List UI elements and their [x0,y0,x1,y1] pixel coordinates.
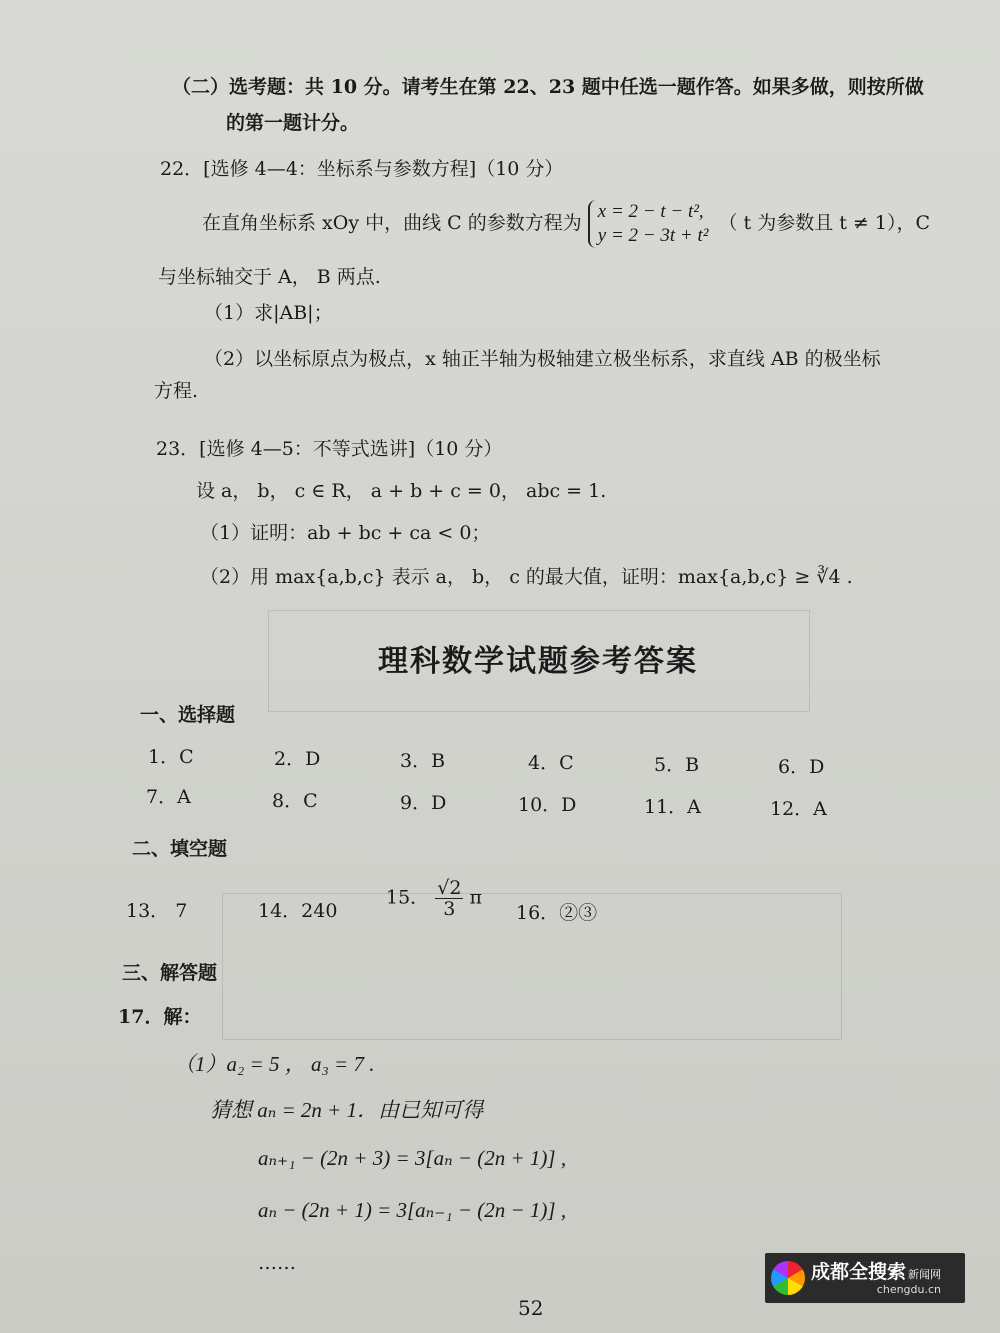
page-number: 52 [518,1296,544,1320]
answer-11: 11．A [644,796,701,818]
watermark-url: chengdu.cn [876,1282,942,1296]
answer-2: 2．D [274,748,321,770]
q17-line3: aₙ₊₁ − (2n + 3) = 3[aₙ − (2n + 1)] , [258,1146,567,1170]
q17-line1: （1）a₂ = 5 ， a₃ = 7 . [174,1052,375,1076]
answer-4: 4．C [528,752,574,774]
fraction-denominator: 3 [443,898,456,920]
q22-stem [202,200,930,248]
section2-heading: 二、填空题 [132,838,228,860]
q22-stem-line2: 与坐标轴交于 A， B 两点. [158,266,381,288]
answer-12: 12．A [770,798,827,820]
answer-15-fraction [435,878,463,919]
optional-intro-line1: （二）选考题：共 10 分。请考生在第 22、23 题中任选一题作答。如果多做，则按所做 [172,76,924,98]
chengdu-logo-icon [771,1261,805,1295]
q22-stem-post: （ t 为参数且 t ≠ 1），C [718,212,930,234]
q23-stem: 设 a， b， c ∈ R， a + b + c = 0， abc = 1. [196,480,607,502]
answer-10: 10．D [518,794,577,816]
answer-15 [386,878,482,919]
answer-1: 1．C [148,746,194,768]
answer-7: 7．A [146,786,191,808]
answer-8: 8．C [272,790,318,812]
answer-15-pi: π [469,886,482,909]
param-eq-y: y = 2 − 3t + t² [597,225,709,246]
q17-line2: 猜想 aₙ = 2n + 1．由已知可得 [210,1098,484,1122]
optional-intro-line2: 的第一题计分。 [226,112,360,134]
q22-stem-pre: 在直角坐标系 xOy 中，曲线 C 的参数方程为 [202,212,582,234]
q22-heading: 22．[选修 4—4：坐标系与参数方程]（10 分） [160,158,564,180]
answer-15-label: 15． [386,886,430,909]
watermark-text [811,1261,941,1296]
parametric-system [588,200,713,248]
q23-heading: 23．[选修 4—5：不等式选讲]（10 分） [156,438,503,460]
answer-5: 5．B [654,754,700,776]
watermark-sub: 新闻网 [908,1267,942,1281]
q22-part1: （1）求|AB|； [204,302,333,324]
q22-part2-line2: 方程. [154,380,199,402]
answer-14: 14．240 [258,900,338,922]
q17-ellipsis: …… [258,1252,296,1274]
param-eq-x: x = 2 − t − t², [597,201,704,222]
q17-heading: 17．解： [118,1006,202,1028]
answer-3: 3．B [400,750,446,772]
q23-part1: （1）证明：ab + bc + ca < 0； [200,522,491,544]
answer-9: 9．D [400,792,447,814]
section1-heading: 一、选择题 [140,704,236,726]
q22-part2-line1: （2）以坐标原点为极点，x 轴正半轴为极轴建立极坐标系，求直线 AB 的极坐标 [204,348,881,370]
section3-heading: 三、解答题 [122,962,218,984]
watermark-badge [765,1253,965,1303]
answer-13: 13． 7 [126,900,188,922]
q17-line4: aₙ − (2n + 1) = 3[aₙ₋₁ − (2n − 1)] , [258,1198,567,1222]
answer-16: 16．②③ [516,902,598,924]
watermark-main: 成都全搜索 [811,1260,907,1283]
answer-6: 6．D [778,756,825,778]
answers-title: 理科数学试题参考答案 [378,644,698,679]
q23-part2: （2）用 max{a,b,c} 表示 a， b， c 的最大值，证明：max{a,b,c} ≥ ∛4 . [200,566,853,588]
fraction-numerator: √2 [437,877,462,899]
